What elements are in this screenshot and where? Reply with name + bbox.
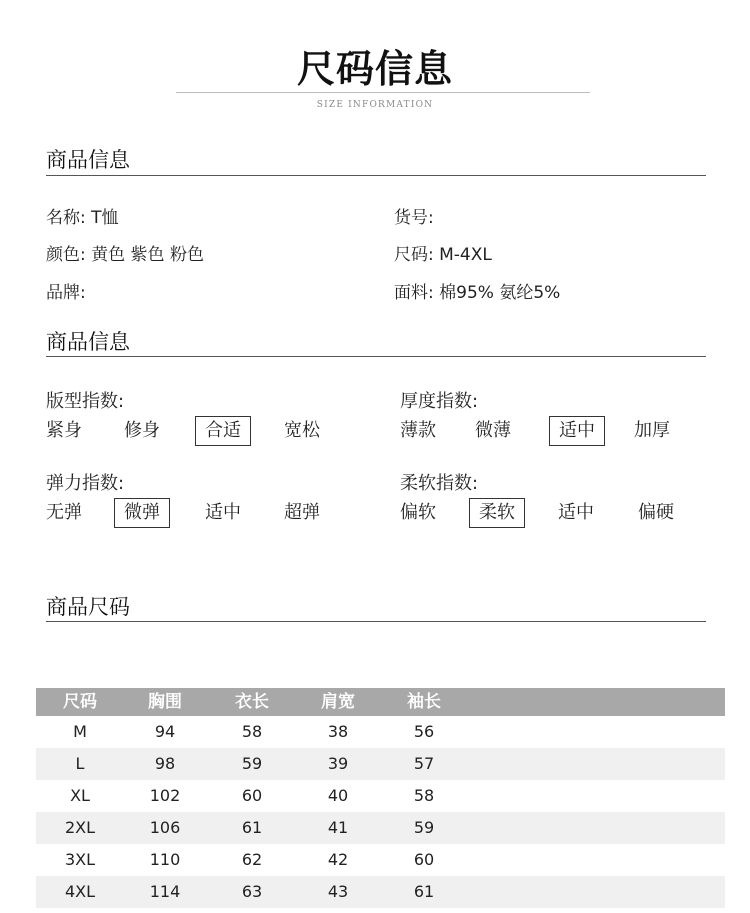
table-cell: 62 bbox=[241, 850, 263, 869]
column-header: 胸围 bbox=[148, 692, 182, 712]
table-cell: 59 bbox=[241, 754, 263, 773]
table-cell: 56 bbox=[413, 722, 435, 741]
table-cell: 60 bbox=[413, 850, 435, 869]
fit-option: 修身 bbox=[124, 420, 160, 441]
table-cell: M bbox=[73, 722, 87, 741]
softness-index-label: 柔软指数: bbox=[400, 473, 479, 494]
product-size: 尺码: M-4XL bbox=[394, 245, 492, 265]
size-chart-title: 商品尺码 bbox=[46, 595, 130, 619]
table-cell: 40 bbox=[327, 786, 349, 805]
table-cell: 43 bbox=[327, 882, 349, 901]
thickness-option: 加厚 bbox=[634, 420, 670, 441]
elasticity-option: 无弹 bbox=[46, 502, 82, 523]
product-info-title: 商品信息 bbox=[46, 148, 130, 172]
softness-option: 偏软 bbox=[400, 502, 436, 523]
product-info-divider bbox=[46, 175, 706, 176]
fit-option-selected: 合适 bbox=[195, 416, 251, 446]
table-cell: 57 bbox=[413, 754, 435, 773]
table-cell: 94 bbox=[154, 722, 176, 741]
column-header: 袖长 bbox=[407, 692, 441, 712]
table-cell: 38 bbox=[327, 722, 349, 741]
table-cell: 106 bbox=[149, 818, 181, 837]
table-cell: 4XL bbox=[64, 882, 96, 901]
table-cell: 42 bbox=[327, 850, 349, 869]
page-subtitle: SIZE INFORMATION bbox=[316, 100, 434, 110]
table-cell: 58 bbox=[241, 722, 263, 741]
page-title: 尺码信息 bbox=[296, 47, 453, 91]
table-cell: XL bbox=[70, 786, 90, 805]
size-chart-divider bbox=[46, 621, 706, 622]
thickness-option: 薄款 bbox=[400, 420, 436, 441]
fit-option: 宽松 bbox=[284, 420, 320, 441]
product-brand: 品牌: bbox=[46, 283, 86, 303]
indices-divider bbox=[46, 356, 706, 357]
fit-option: 紧身 bbox=[46, 420, 82, 441]
title-divider bbox=[176, 92, 590, 93]
table-cell: 61 bbox=[413, 882, 435, 901]
table-row bbox=[36, 780, 725, 812]
softness-option: 适中 bbox=[558, 502, 594, 523]
product-fabric: 面料: 棉95% 氨纶5% bbox=[394, 283, 561, 303]
thickness-option: 微薄 bbox=[475, 420, 511, 441]
elasticity-index-label: 弹力指数: bbox=[46, 473, 125, 494]
thickness-option-selected: 适中 bbox=[549, 416, 605, 446]
table-cell: 2XL bbox=[64, 818, 96, 837]
softness-option: 偏硬 bbox=[638, 502, 674, 523]
product-item-no: 货号: bbox=[394, 208, 434, 228]
table-cell: 59 bbox=[413, 818, 435, 837]
column-header: 衣长 bbox=[235, 692, 269, 712]
table-cell: 58 bbox=[413, 786, 435, 805]
table-cell: 61 bbox=[241, 818, 263, 837]
table-cell: 102 bbox=[149, 786, 181, 805]
table-cell: 41 bbox=[327, 818, 349, 837]
thickness-index-label: 厚度指数: bbox=[400, 391, 479, 412]
table-cell: 39 bbox=[327, 754, 349, 773]
size-table bbox=[36, 688, 725, 908]
table-cell: 110 bbox=[149, 850, 181, 869]
column-header: 尺码 bbox=[63, 692, 97, 712]
product-color: 颜色: 黄色 紫色 粉色 bbox=[46, 245, 204, 265]
table-cell: L bbox=[75, 754, 85, 773]
fit-index-label: 版型指数: bbox=[46, 391, 125, 412]
elasticity-option-selected: 微弹 bbox=[114, 498, 170, 528]
elasticity-option: 超弹 bbox=[284, 502, 320, 523]
table-row bbox=[36, 844, 725, 876]
column-header: 肩宽 bbox=[321, 692, 355, 712]
product-name: 名称: T恤 bbox=[46, 208, 119, 228]
table-row bbox=[36, 748, 725, 780]
table-cell: 60 bbox=[241, 786, 263, 805]
table-row bbox=[36, 876, 725, 908]
table-cell: 98 bbox=[154, 754, 176, 773]
softness-option-selected: 柔软 bbox=[469, 498, 525, 528]
table-cell: 3XL bbox=[64, 850, 96, 869]
indices-title: 商品信息 bbox=[46, 330, 130, 354]
table-cell: 114 bbox=[149, 882, 181, 901]
table-row bbox=[36, 716, 725, 748]
table-row bbox=[36, 812, 725, 844]
table-header-row bbox=[36, 688, 725, 716]
elasticity-option: 适中 bbox=[205, 502, 241, 523]
table-cell: 63 bbox=[241, 882, 263, 901]
